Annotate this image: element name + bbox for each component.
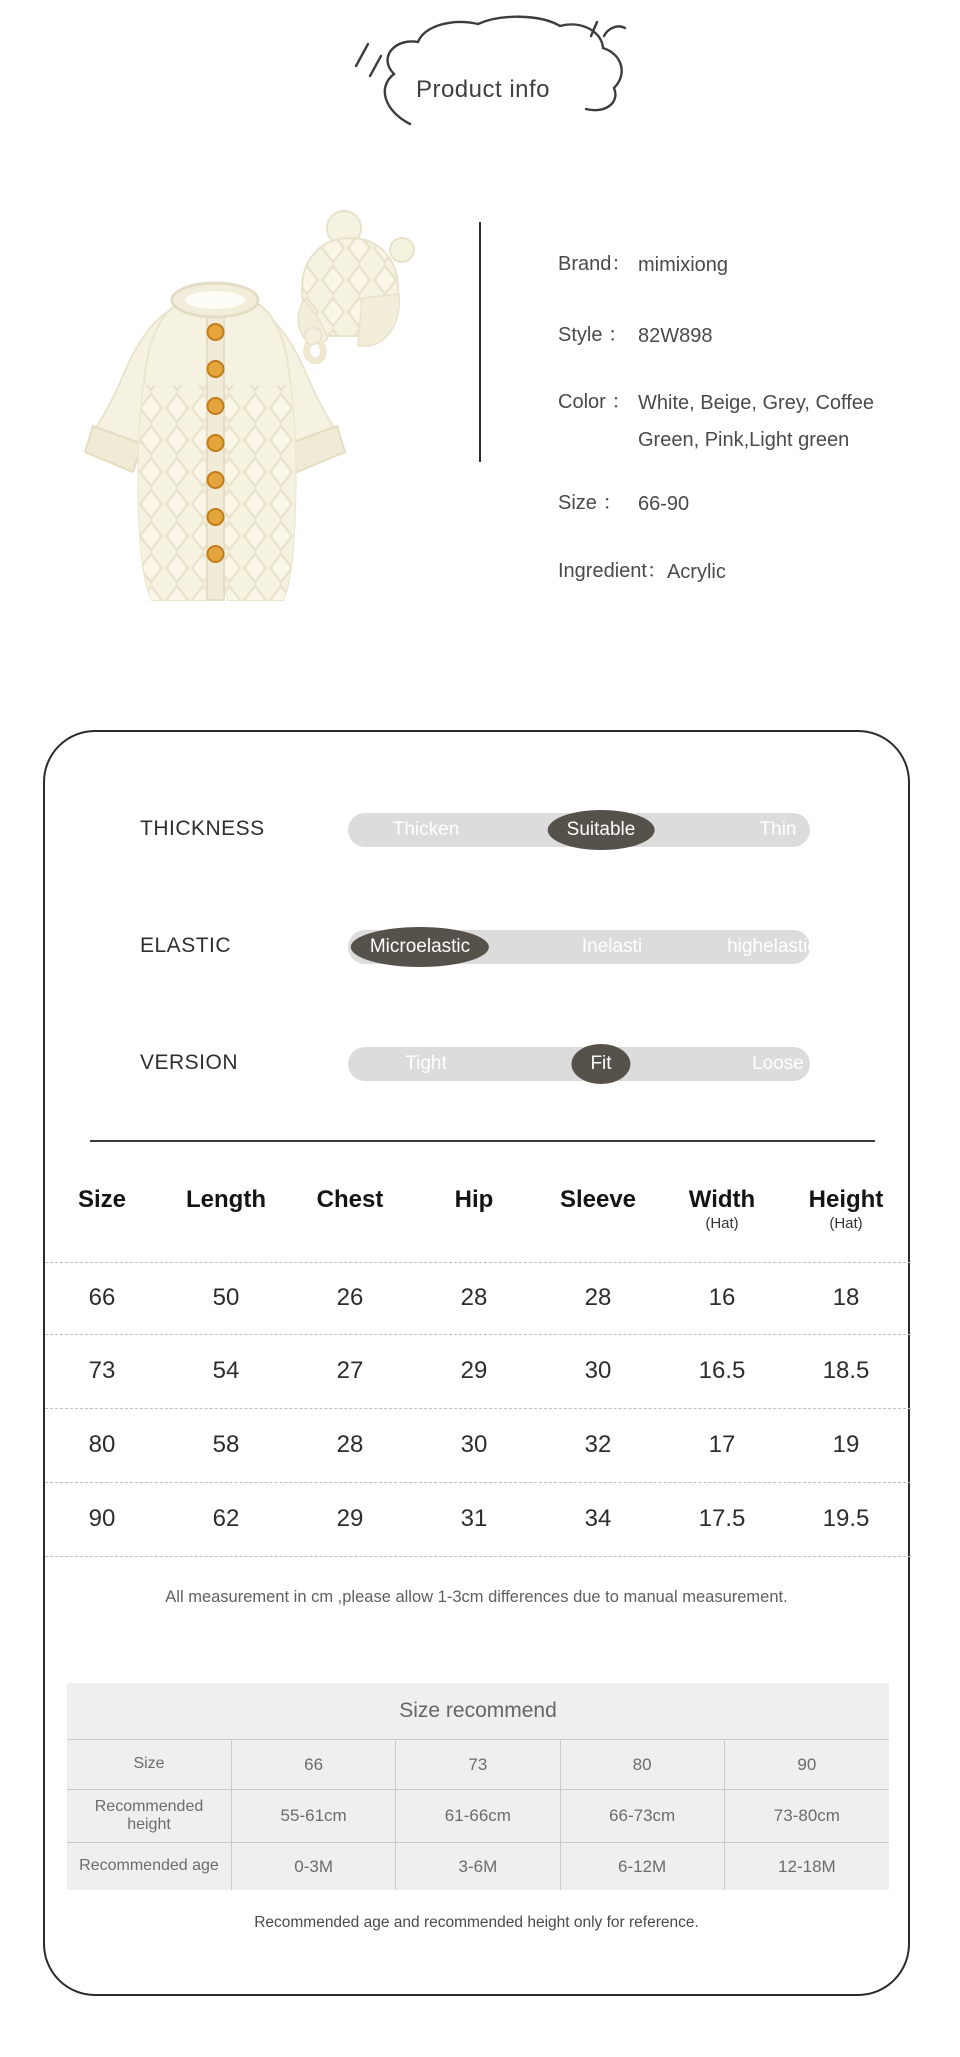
option-suitable-selected: Suitable — [548, 810, 655, 850]
col-sleeve: Sleeve — [559, 1186, 637, 1213]
col-chest: Chest — [316, 1186, 384, 1213]
thickness-scale-bar — [348, 813, 810, 847]
size-label: Size ： — [558, 492, 623, 514]
size-recommend-table: Size recommend Size 66 73 80 90 Recommended height 55-61cm 61-66cm 66-73cm 73-80cm Recommended age 0-3M 3-6M 6-12M 12-18M — [67, 1683, 889, 1890]
vertical-divider — [479, 222, 481, 462]
size-row-66: 66 50 26 28 28 16 18 — [88, 1284, 860, 1311]
rec-age-label: Recommended age — [67, 1843, 232, 1890]
col-width-hat: Width (Hat) — [660, 1186, 784, 1232]
col-height-hat: Height (Hat) — [784, 1186, 908, 1232]
rec-header-size: Size — [67, 1740, 232, 1790]
brand-label: Brand： — [558, 253, 632, 275]
col-length: Length — [186, 1186, 266, 1213]
size-row-73: 73 54 27 29 30 16.5 18.5 — [88, 1357, 870, 1384]
option-thin: Thin — [759, 819, 797, 840]
field-ingredient — [558, 554, 726, 591]
option-tight: Tight — [405, 1053, 447, 1074]
col-size: Size — [77, 1186, 127, 1213]
page-title: Product info — [415, 76, 551, 103]
cloud-icon — [348, 14, 654, 126]
col-hip: Hip — [454, 1186, 494, 1213]
section-divider — [90, 1140, 875, 1142]
rec-height-label: Recommended height — [67, 1790, 232, 1843]
hat-sub-label: (Hat) — [705, 1215, 739, 1232]
measurement-note: All measurement in cm ,please allow 1-3cm differences due to manual measurement. — [165, 1588, 788, 1606]
elastic-label: ELASTIC — [140, 934, 232, 957]
reference-footnote: Recommended age and recommended height only for reference. — [254, 1914, 699, 1931]
field-style — [558, 318, 713, 355]
brand-value: mimixiong — [638, 254, 729, 276]
thickness-label: THICKNESS — [140, 817, 265, 840]
size-row-80: 80 58 28 30 32 17 19 — [88, 1431, 860, 1458]
attr-row-version — [0, 1044, 960, 1084]
product-photo-romper-and-hat — [60, 200, 420, 620]
size-row-90: 90 62 29 31 34 17.5 19.5 — [88, 1505, 870, 1532]
color-label: Color ： — [558, 391, 632, 413]
dashed-divider — [45, 1408, 911, 1409]
size-value: 66-90 — [638, 493, 690, 515]
option-inelasti: Inelasti — [581, 936, 643, 957]
attr-row-thickness — [0, 810, 960, 850]
option-highelastic: highelastic — [727, 936, 817, 957]
ingredient-label: Ingredient： — [558, 560, 667, 582]
option-loose: Loose — [752, 1053, 804, 1074]
ingredient-value: Acrylic — [666, 561, 726, 583]
dashed-divider — [45, 1482, 911, 1483]
field-size — [558, 486, 689, 523]
dashed-divider — [45, 1556, 911, 1557]
dashed-divider — [45, 1334, 911, 1335]
dashed-divider — [45, 1262, 911, 1263]
size-recommend-title: Size recommend — [67, 1683, 889, 1740]
size-table-header — [40, 1186, 908, 1232]
style-label: Style ： — [558, 324, 629, 346]
style-value: 82W898 — [638, 325, 713, 347]
version-label: VERSION — [140, 1051, 239, 1074]
option-thicken: Thicken — [392, 819, 460, 840]
field-color — [558, 385, 874, 459]
elastic-scale-bar — [348, 930, 817, 964]
option-fit-selected: Fit — [571, 1044, 630, 1084]
hat-illustration — [298, 211, 414, 361]
color-value: White, Beige, Grey, Coffee Green, Pink,Light green — [638, 392, 875, 451]
field-brand — [558, 247, 728, 284]
hat-sub-label: (Hat) — [829, 1215, 863, 1232]
attr-row-elastic — [0, 927, 960, 967]
option-microelastic-selected: Microelastic — [351, 927, 489, 967]
version-scale-bar — [348, 1047, 810, 1081]
product-info-header — [348, 14, 654, 126]
